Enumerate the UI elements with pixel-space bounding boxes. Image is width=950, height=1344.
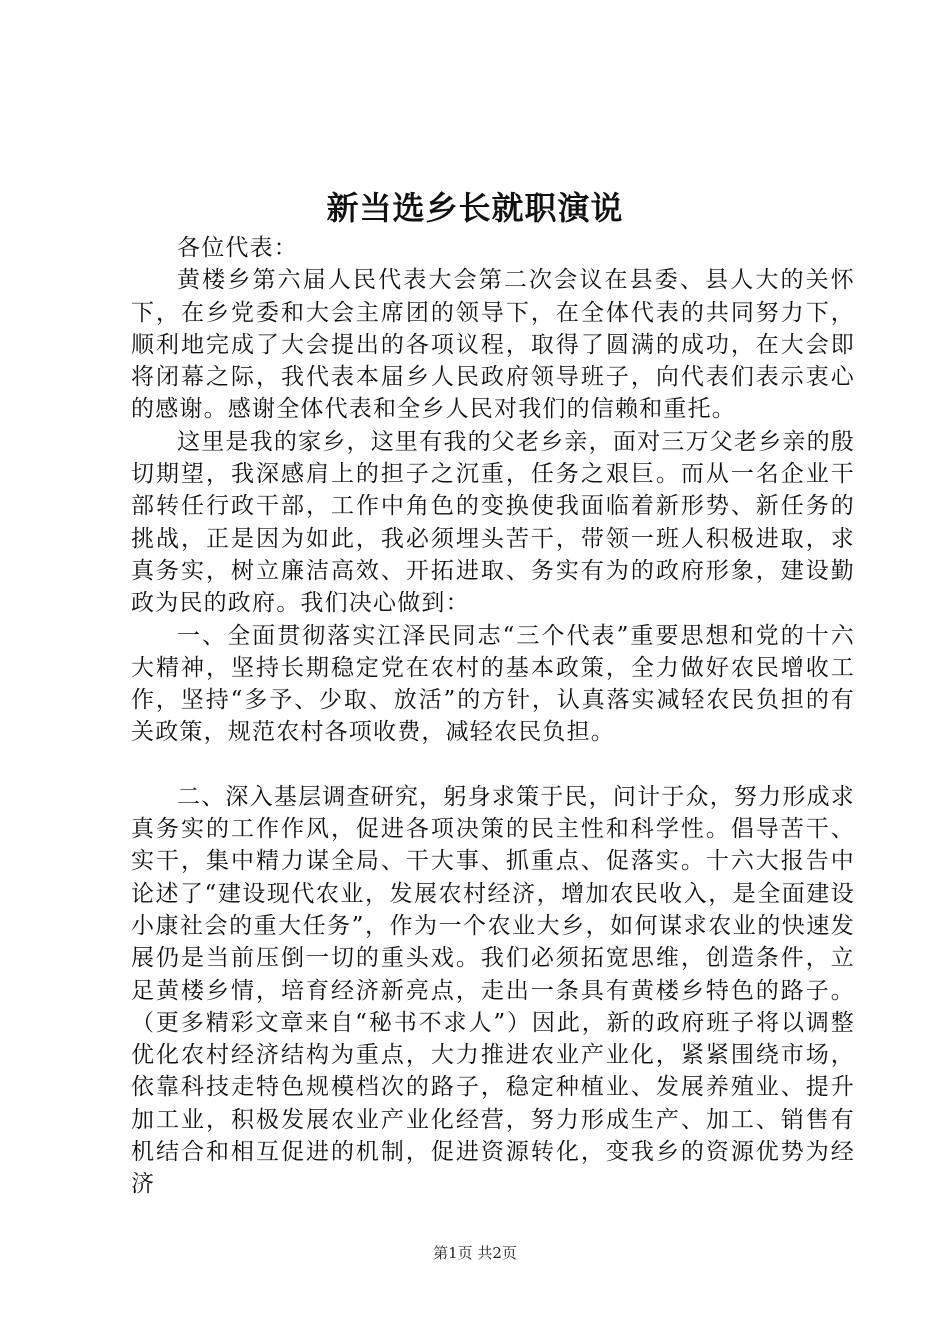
paragraph-2: 这里是我的家乡，这里有我的父老乡亲，面对三万父老乡亲的殷切期望，我深感肩上的担子之沉重，任务之艰巨。而从一名企业干部转任行政干部，工作中角色的变换使我面临着新形势、新任务的挑战，正是因为如此，我必须埋头苦干，带领一班人积极进取，求真务实，树立廉洁高效、开拓进取、务实有为的政府形象，建设勤政为民的政府。我们决心做到：: [131, 428, 855, 617]
paragraph-4: 二、深入基层调查研究，躬身求策于民，问计于众，努力形成求真务实的工作作风，促进各项决策的民主性和科学性。倡导苦干、实干，集中精力谋全局、干大事、抓重点、促落实。十六大报告中论述了“建设现代农业，发展农村经济，增加农民收入，是全面建设小康社会的重大任务”，作为一个农业大乡，如何谋求农业的快速发展仍是当前压倒一切的重头戏。我们必须拓宽思维，创造条件，立足黄楼乡情，培育经济新亮点，走出一条具有黄楼乡特色的路子。（更多精彩文章来自“秘书不求人”）因此，新的政府班子将以调整优化农村经济结构为重点，大力推进农业产业化，紧紧围绕市场，依靠科技走特色规模档次的路子，稳定种植业、发展养殖业、提升加工业，积极发展农业产业化经营，努力形成生产、加工、销售有机结合和相互促进的机制，促进资源转化，变我乡的资源优势为经济: [131, 783, 855, 1198]
page-number-footer: 第1页 共2页: [433, 1244, 517, 1262]
salutation: 各位代表：: [177, 235, 298, 261]
paragraph-1: 黄楼乡第六届人民代表大会第二次会议在县委、县人大的关怀下，在乡党委和大会主席团的领导下，在全体代表的共同努力下，顺利地完成了大会提出的各项议程，取得了圆满的成功，在大会即将闭幕之际，我代表本届乡人民政府领导班子，向代表们表示衷心的感谢。感谢全体代表和全乡人民对我们的信赖和重托。: [131, 267, 855, 423]
document-body: [131, 232, 855, 1201]
document-title: 新当选乡长就职演说: [326, 189, 624, 227]
paragraph-3: 一、全面贯彻落实江泽民同志“三个代表”重要思想和党的十六大精神，坚持长期稳定党在农村的基本政策，全力做好农民增收工作，坚持“多予、少取、放活”的方针，认真落实减轻农民负担的有关政策，规范农村各项收费，减轻农民负担。: [131, 622, 855, 746]
